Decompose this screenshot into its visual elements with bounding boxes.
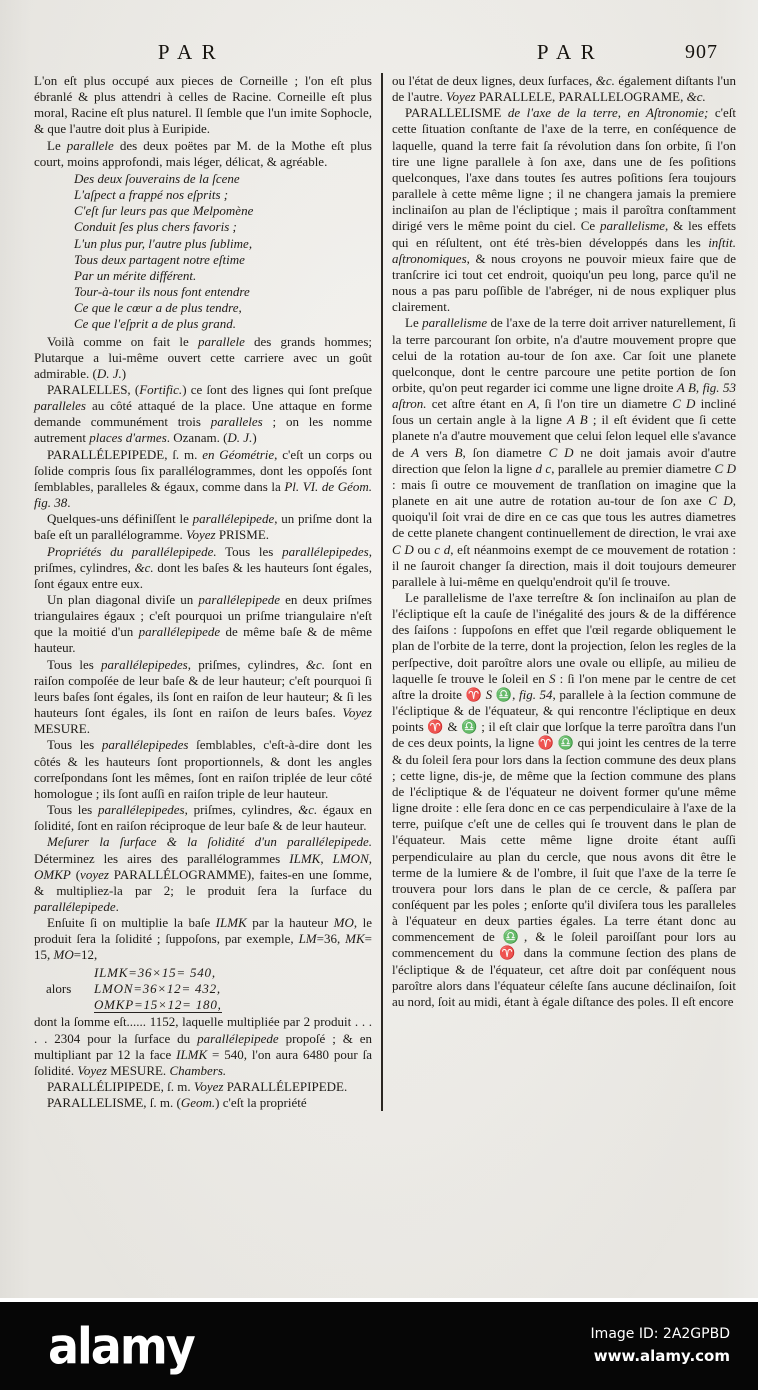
column-right <box>381 73 736 1111</box>
running-title-right-wrap <box>383 40 758 65</box>
paragraph: Quelques-uns définiſſent le parallélepipede, un priſme dont la baſe eſt un parallélogramme. Voyez PRISME. <box>34 511 372 543</box>
paragraph: Tous les parallélepipedes ſemblables, c'eſt-à-dire dont les côtés & les hauteurs ſont proportionnels, & dont les angles correſpondans ſont les mêmes, ſont en raiſon triplée de leur côté homologue ; ils ſont auſſi en raiſon triple de leur hauteur. <box>34 737 372 801</box>
paragraph: Le parallelisme de l'axe terreſtre & ſon inclinaiſon au plan de l'écliptique eſt la cauſe de l'inégalité des jours & de la différence des ſaiſons : ſuppoſons en effet que l'œil regarde obliquement le plan de l'orbite de la terre, dont la projection, ſelon les regles de la perſpective, doit paroître alors une ovale ou ellipſe, au milieu de laquelle ſe trouve le ſoleil en S : ſi l'on mene par le centre de cet aſtre la droite ♈ S ♎, fig. 54, parallele à la ſection commune de l'écliptique & de l'équateur, & qui rencontre l'écliptique en deux points ♈ & ♎ ; il eſt clair que lorſque la terre paroîtra dans l'un de ces deux points, la ligne ♈ ♎ qui joint les centres de la terre & du ſoleil ſera pour lors dans la ſection commune des deux plans ; cette ligne, dis-je, de même que la ſection commune des plans de l'écliptique & de l'équateur ne doivent former qu'une même ligne droite : elle ſera donc en ce cas perpendiculaire à l'axe de la terre, puiſque c'eſt une de celles qui ſe trouvent dans le plan de l'équateur. Mais cette même ligne droite étant auſſi perpendiculaire au plan du cercle, que nous avons dit être le terme de la lumiere & de l'ombre, il ſuit que l'axe de la terre ſe trouvera pour lors dans le plan de ce cercle, & paſſera par conſéquent par les poles ; enſorte qu'il diviſera tous les paralleles à l'équateur en deux parties égales. La terre étant donc au commencement de ♎, & le ſoleil paroiſſant pour lors au commencement du ♈ dans la commune ſection des plans de l'écliptique & de l'équateur, cet aſtre doit par conſéquent nous paroître alors dans l'équateur céleſte ſans aucune déclinaiſon, ſoit au nord, ſoit au midi, étant à égale diſtance des poles. Il eſt encore <box>392 590 736 1009</box>
paragraph: PARALLELISME de l'axe de la terre, en Aſtronomie; c'eſt cette ſituation conſtante de l'axe de la terre, en conſéquence de laquelle, quand la terre fait ſa révolution dans ſon orbite, ſi l'on tire une ligne parallele à ſon axe, dans une de ſes poſitions quelconques, l'axe dans toutes ſes autres poſitions ſera toujours parallele à cette même ligne ; il ne changera jamais la premiere inclinaiſon au plan de l'écliptique ; mais il paroîtra conſtamment dirigé vers le même point du ciel. Ce parallelisme, & les effets qui en réſultent, ont été très-bien développés dans les inſtit. aſtronomiques, & nous croyons ne pouvoir mieux faire que de tranſcrire ici tout cet endroit, quoiqu'un peu long, parce qu'il ne nous a pas paru poſſible de l'abréger, ni de nous expliquer plus clairement. <box>392 105 737 315</box>
paragraph: L'on eſt plus occupé aux pieces de Corneille ; l'on eſt plus ébranlé & plus attendri à celles de Racine. Corneille eſt plus moral, Racine eſt plus naturel. Il ſemble que l'un imite Sophocle, & que l'autre doit plus à Euripide. <box>34 73 372 137</box>
column-left <box>34 73 381 1111</box>
paragraph: Le parallele des deux poëtes par M. de la Mothe eſt plus court, moins approfondi, mais léger, délicat, & agréable. <box>34 137 372 169</box>
paragraph: Un plan diagonal diviſe un parallélepipede en deux priſmes triangulaires égaux ; c'eſt pourquoi un priſme triangulaire n'eſt que la moitié d'un parallélepipede de même baſe & de même hauteur. <box>34 592 372 656</box>
verse-line: Ce que l'eſprit a de plus grand. <box>74 316 237 332</box>
image-id-text: Image ID: 2A2GPBD <box>590 1326 730 1343</box>
watermark-info <box>591 1324 730 1368</box>
verse-line: Tour-à-tour ils nous font entendre <box>74 284 250 300</box>
verse-line: Par un mérite différent. <box>74 267 197 283</box>
equation-text: ILMK=36×15= 540, <box>94 964 216 980</box>
verse-line: Ce que le cœur a de plus tendre, <box>74 300 242 316</box>
verse-line: Conduit ſes plus chers favoris ; <box>74 219 237 235</box>
verse-line: L'aſpect a frappé nos eſprits ; <box>74 187 229 203</box>
equation-line <box>94 965 372 981</box>
page-header <box>0 0 758 65</box>
equation-line <box>94 997 372 1014</box>
verse-line: C'eſt ſur leurs pas que Melpomène <box>74 203 254 219</box>
running-title-right: PAR <box>536 40 605 64</box>
watermark-bar <box>0 1302 758 1390</box>
verse-line: L'un plus pur, l'autre plus ſublime, <box>74 235 253 251</box>
website-url-text: www.alamy.com <box>593 1347 730 1366</box>
equation-text: OMKP=15×12= 180, <box>94 996 222 1012</box>
paragraph: Propriétés du parallélepipede. Tous les parallélepipedes, priſmes, cylindres, &c. dont les baſes & les hauteurs ſont égales, ſont égaux entre eux. <box>34 543 372 591</box>
verse-line: Des deux ſouverains de la ſcene <box>74 170 240 186</box>
paragraph: PARALLELISME, ſ. m. (Geom.) c'eſt la propriété <box>47 1095 307 1111</box>
paragraph: ou l'état de deux lignes, deux ſurfaces, &c. également diſtants l'un de l'autre. Voyez PARALLELE, PARALLELOGRAME, &c. <box>392 73 736 105</box>
alamy-logo: alamy <box>48 1316 194 1376</box>
paragraph: PARALLÉLEPIPEDE, ſ. m. en Géométrie, c'eſt un corps ou ſolide compris ſous ſix parallélogrammes, dont les oppoſés ſont ſemblables, paralleles & égaux, comme dans la Pl. VI. de Géom. fig. 38. <box>34 446 373 511</box>
equation-block <box>34 965 372 1014</box>
verse-block <box>74 171 372 333</box>
verse-line: Tous deux partagent notre eſtime <box>74 251 245 267</box>
running-title-left: PAR <box>157 40 226 64</box>
paragraph: PARALELLES, (Fortific.) ce ſont des lignes qui ſont preſque paralleles au côté attaqué de la place. Une attaque en forme demande communément trois paralleles ; on les nomme autrement places d'armes. Ozanam. (D. J.) <box>34 381 372 446</box>
paragraph: PARALLÉLIPIPEDE, ſ. m. Voyez PARALLÉLEPIPEDE. <box>47 1079 348 1095</box>
paragraph: Voilà comme on fait le parallele des grands hommes; Plutarque a lui-même ouvert cette carriere avec un goût admirable. (D. J.) <box>34 333 372 381</box>
equation-text: LMON=36×12= 432, <box>94 980 221 996</box>
text-columns <box>0 65 758 1111</box>
paragraph: Tous les parallélepipedes, priſmes, cylindres, &c. ſont en raiſon compoſée de leur baſe & de leur hauteur; c'eſt pourquoi ſi leurs baſes ſont égales, ils ſont en raiſon de leur hauteur; & ſi les hauteurs ſont égales, ils ſont en raiſon de leurs baſes. Voyez MESURE. <box>34 656 372 737</box>
paragraph: Tous les parallélepipedes, priſmes, cylindres, &c. égaux en ſolidité, ſont en raiſon réciproque de leur baſe & de leur hauteur. <box>34 802 372 834</box>
paragraph: Enſuite ſi on multiplie la baſe ILMK par la hauteur MO, le produit ſera la ſolidité ; ſuppoſons, par exemple, LM=36, MK= 15, MO=12, <box>34 915 372 963</box>
equation-line <box>46 980 372 997</box>
page-number: 907 <box>685 41 718 63</box>
equation-label: alors <box>46 980 72 996</box>
paragraph: Meſurer la ſurface & la ſolidité d'un parallélepipede. Déterminez les aires des parallélogrammes ILMK, LMON, OMKP (voyez PARALLÉLOGRAMME), faites-en une ſomme, & multipliez-la par 2; le produit ſera la ſurface du parallélepipede. <box>34 834 372 914</box>
paragraph: Le parallelisme de l'axe de la terre doit arriver naturellement, ſi la terre parcourant ſon orbite, n'a d'autre mouvement propre que celui de la rotation au-tour de ſon axe. Car ſoit une planete quelconque, dont le centre parcoure une petite portion de ſon orbite, qu'on peut regarder ici comme une ligne droite A B, fig. 53 aſtron. cet aſtre étant en A, ſi l'on tire un diametre C D incliné ſous un certain angle à la ligne A B ; il eſt évident que ſi cette planete n'a d'autre mouvement que celui ſelon lequel elle s'avance de A vers B, ſon diametre C D ne doit jamais avoir d'autre direction que ſelon la ligne d c, parallele au premier diametre C D : mais ſi outre ce mouvement de tranſlation on imagine que la planete en ait une autre de rotation au-tour de ſon axe C D, quoiqu'il ſoit vrai de dire en ce cas que tous les autres diametres de cette planete changent continuellement de direction, le vrai axe C D ou c d, eſt néanmoins exempt de ce mouvement de rotation : il ne ſauroit changer ſa direction, mais il doit toujours demeurer parallele à lui-même en quelqu'endroit qu'il ſe trouve. <box>392 315 737 589</box>
paragraph: dont la ſomme eſt...... 1152, laquelle multipliée par 2 produit . . . . . 2304 pour la ſurface du parallélepipede propoſé ; & en multipliant par 12 la face ILMK = 540, l'on aura 6480 pour ſa ſolidité. Voyez MESURE. Chambers. <box>34 1014 372 1078</box>
